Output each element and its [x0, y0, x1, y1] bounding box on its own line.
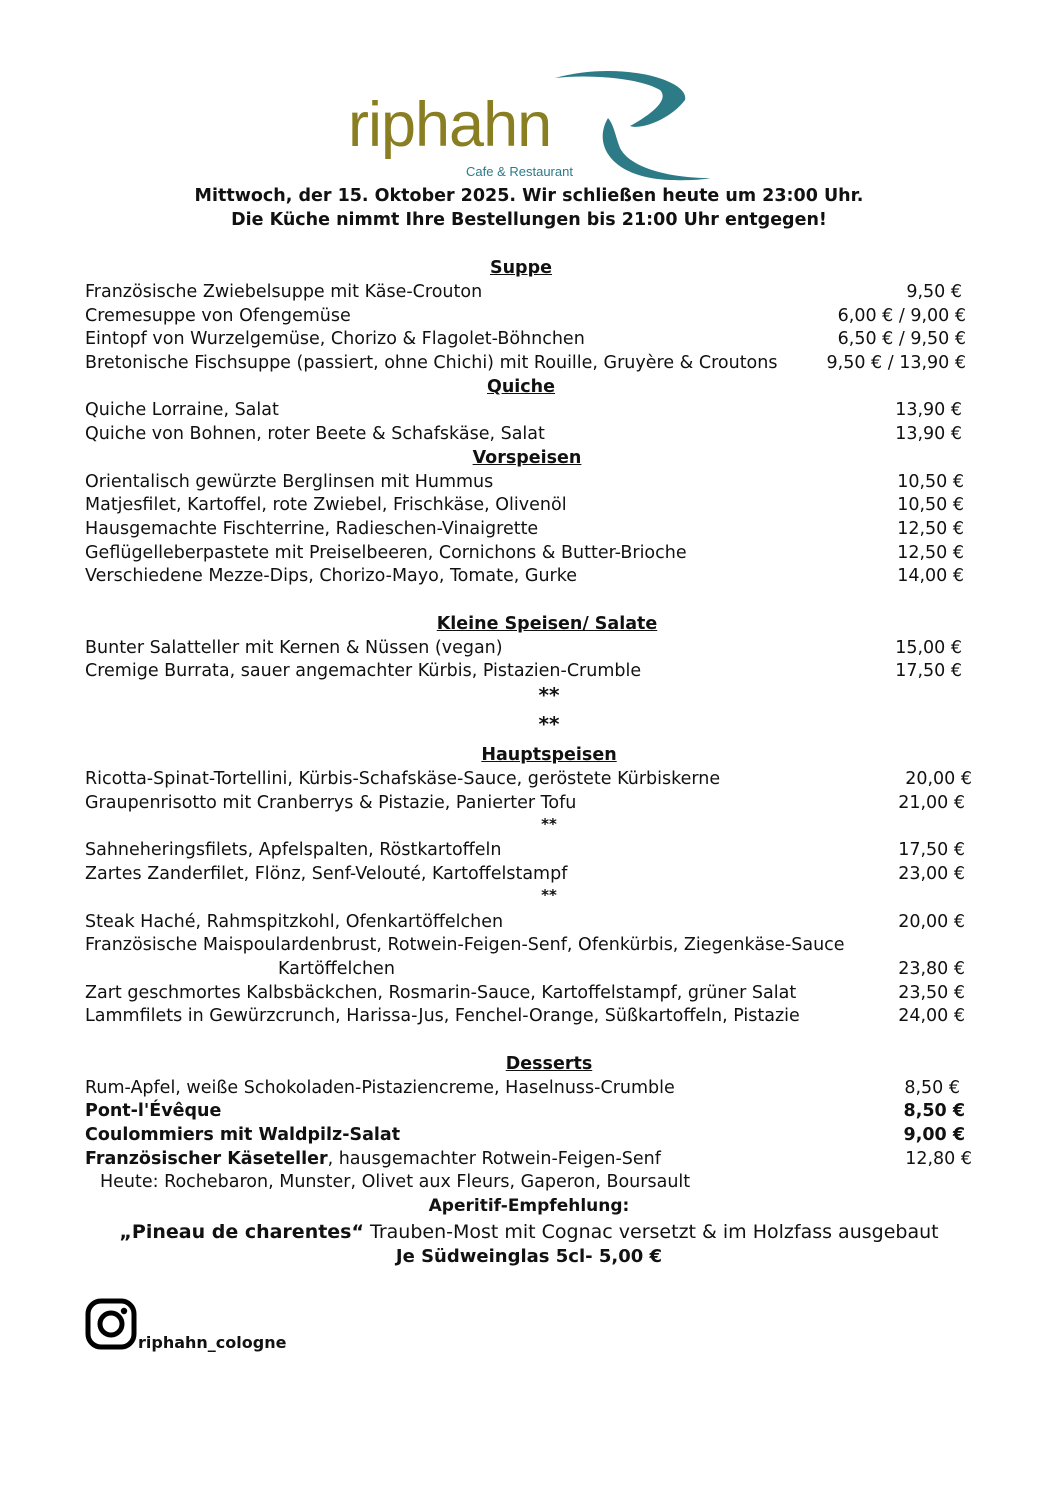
- item-name: [85, 1147, 661, 1171]
- section-title-suppe: Suppe: [490, 258, 552, 278]
- item-price: 20,00 €: [905, 769, 972, 789]
- section-title-kleine-speisen: Kleine Speisen/ Salate: [436, 614, 658, 634]
- item-price: 21,00 €: [898, 793, 965, 813]
- item-price: 6,00 € / 9,00 €: [837, 306, 966, 326]
- item-price: 13,90 €: [895, 424, 962, 444]
- aperitif-name: „Pineau de charentes“: [119, 1221, 364, 1243]
- item-price: 10,50 €: [897, 495, 964, 515]
- item-name: Geflügelleberpastete mit Preiselbeeren, Cornichons & Butter-Brioche: [85, 543, 687, 563]
- section-title-quiche: Quiche: [486, 377, 556, 397]
- item-name-rest: , hausgemachter Rotwein-Feigen-Senf: [327, 1149, 661, 1169]
- restaurant-logo: [340, 60, 720, 190]
- separator-stars: **: [538, 712, 560, 736]
- item-price: 23,50 €: [898, 983, 965, 1003]
- item-name: Bretonische Fischsuppe (passiert, ohne Chichi) mit Rouille, Gruyère & Croutons: [85, 353, 778, 373]
- item-price: 23,80 €: [898, 959, 965, 979]
- header-line-2: Die Küche nimmt Ihre Bestellungen bis 21:00 Uhr entgegen!: [231, 210, 827, 230]
- separator-stars: **: [541, 815, 557, 833]
- instagram-handle: riphahn_cologne: [138, 1333, 287, 1352]
- item-name: Ricotta-Spinat-Tortellini, Kürbis-Schafskäse-Sauce, geröstete Kürbiskerne: [85, 769, 721, 789]
- item-price: 13,90 €: [895, 400, 962, 420]
- aperitif-price: Je Südweinglas 5cl- 5,00 €: [395, 1246, 663, 1267]
- item-name: Zartes Zanderfilet, Flönz, Senf-Velouté, Kartoffelstampf: [85, 864, 568, 884]
- item-price: 20,00 €: [898, 912, 965, 932]
- item-name: Cremige Burrata, sauer angemachter Kürbis, Pistazien-Crumble: [85, 661, 642, 681]
- item-name: Cremesuppe von Ofengemüse: [85, 306, 351, 326]
- item-name: Coulommiers mit Waldpilz-Salat: [85, 1125, 401, 1145]
- item-name: Verschiedene Mezze-Dips, Chorizo-Mayo, Tomate, Gurke: [85, 566, 578, 586]
- item-name: Französische Zwiebelsuppe mit Käse-Crouton: [85, 282, 483, 302]
- item-name: Zart geschmortes Kalbsbäckchen, Rosmarin-Sauce, Kartoffelstampf, grüner Salat: [85, 983, 797, 1003]
- section-title-vorspeisen: Vorspeisen: [472, 448, 582, 468]
- item-price: 9,50 € / 13,90 €: [826, 353, 966, 373]
- item-name: Rum-Apfel, weiße Schokoladen-Pistaziencreme, Haselnuss-Crumble: [85, 1078, 675, 1098]
- item-price: 24,00 €: [898, 1006, 965, 1026]
- item-name: Graupenrisotto mit Cranberrys & Pistazie, Panierter Tofu: [85, 793, 577, 813]
- item-name: Quiche von Bohnen, roter Beete & Schafskäse, Salat: [85, 424, 545, 444]
- item-name: Orientalisch gewürzte Berglinsen mit Hummus: [85, 472, 494, 492]
- item-price: 10,50 €: [897, 472, 964, 492]
- cheese-today: Heute: Rochebaron, Munster, Olivet aux Fleurs, Gaperon, Boursault: [100, 1172, 691, 1192]
- item-price: 17,50 €: [895, 661, 962, 681]
- item-name: Eintopf von Wurzelgemüse, Chorizo & Flagolet-Böhnchen: [85, 329, 585, 349]
- item-price: 6,50 € / 9,50 €: [837, 329, 966, 349]
- item-name: Hausgemachte Fischterrine, Radieschen-Vinaigrette: [85, 519, 539, 539]
- item-price: 12,50 €: [897, 519, 964, 539]
- item-name: Französische Maispoulardenbrust, Rotwein-Feigen-Senf, Ofenkürbis, Ziegenkäse-Sauce: [85, 935, 845, 955]
- instagram-icon: [85, 1298, 137, 1354]
- item-price: 9,50 €: [906, 282, 962, 302]
- item-price: 14,00 €: [897, 566, 964, 586]
- header-line-1: Mittwoch, der 15. Oktober 2025. Wir schließen heute um 23:00 Uhr.: [194, 186, 864, 206]
- item-price: 8,50 €: [904, 1078, 960, 1098]
- separator-stars: **: [538, 683, 560, 707]
- item-name: Matjesfilet, Kartoffel, rote Zwiebel, Frischkäse, Olivenöl: [85, 495, 567, 515]
- aperitif-desc: Trauben-Most mit Cognac versetzt & im Holzfass ausgebaut: [363, 1221, 939, 1243]
- section-title-hauptspeisen: Hauptspeisen: [481, 745, 617, 765]
- item-price: 12,50 €: [897, 543, 964, 563]
- item-name: Kartöffelchen: [278, 959, 395, 979]
- item-name-bold: Französischer Käseteller: [85, 1149, 328, 1169]
- item-name: Quiche Lorraine, Salat: [85, 400, 279, 420]
- separator-stars: **: [541, 886, 557, 904]
- item-price: 17,50 €: [898, 840, 965, 860]
- section-title-desserts: Desserts: [505, 1054, 593, 1074]
- aperitif-title: Aperitif-Empfehlung:: [428, 1196, 630, 1216]
- item-name: Sahneheringsfilets, Apfelspalten, Röstkartoffeln: [85, 840, 502, 860]
- item-price: 23,00 €: [898, 864, 965, 884]
- aperitif-line: [0, 1219, 1058, 1245]
- item-name: Steak Haché, Rahmspitzkohl, Ofenkartöffelchen: [85, 912, 504, 932]
- item-name: Lammfilets in Gewürzcrunch, Harissa-Jus, Fenchel-Orange, Süßkartoffeln, Pistazie: [85, 1006, 800, 1026]
- item-name: Bunter Salatteller mit Kernen & Nüssen (vegan): [85, 638, 503, 658]
- item-name: Pont-l'Évêque: [85, 1101, 222, 1121]
- item-price: 12,80 €: [905, 1149, 972, 1169]
- logo-subtitle: Cafe & Restaurant: [466, 164, 573, 179]
- item-price: 9,00 €: [903, 1125, 965, 1145]
- item-price: 15,00 €: [895, 638, 962, 658]
- item-price: 8,50 €: [903, 1101, 965, 1121]
- logo-wordmark: riphahn: [348, 90, 552, 160]
